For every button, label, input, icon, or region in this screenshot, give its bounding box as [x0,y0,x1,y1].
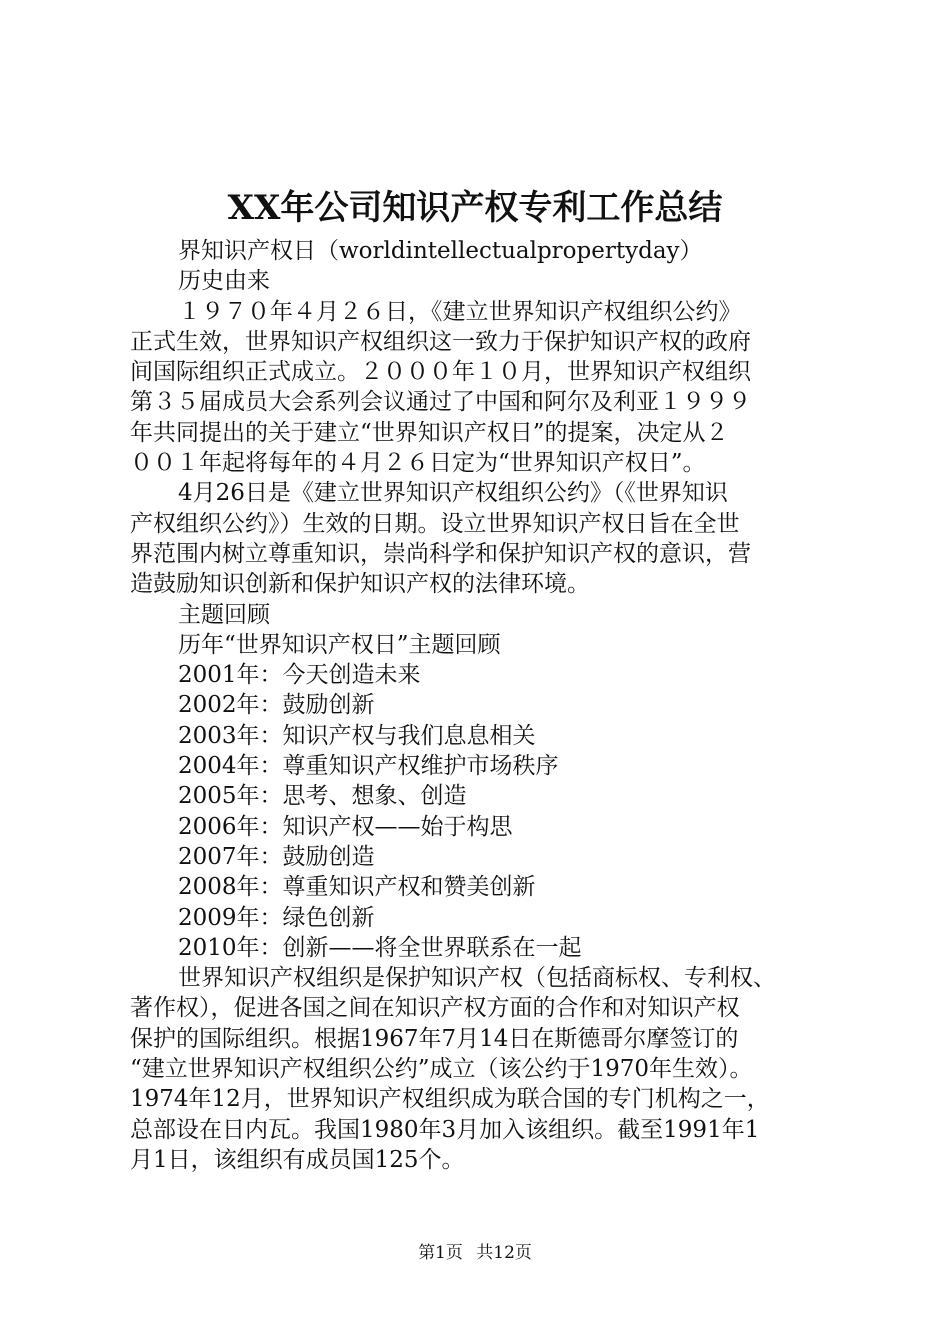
theme-list-item: 2006年：知识产权——始于构思 [178,813,513,840]
text-line: 产权组织公约》）生效的日期。设立世界知识产权日旨在全世 [130,510,740,537]
text-line: 界知识产权日（worldintellectualpropertyday） [178,238,703,264]
theme-list-item: 2004年：尊重知识产权维护市场秩序 [178,753,559,780]
text-line: 月1日，该组织有成员国125个。 [130,1146,465,1173]
theme-list-item: 2002年：鼓励创新 [178,692,375,719]
theme-list-item: 2003年：知识产权与我们息息相关 [178,722,536,749]
text-line: 4月26日是《建立世界知识产权组织公约》（《世界知识 [178,480,728,507]
theme-list-item: 2001年：今天创造未来 [178,662,421,689]
theme-list-item: 2005年：思考、想象、创造 [178,783,467,810]
text-line: 造鼓励知识创新和保护知识产权的法律环境。 [130,571,590,598]
text-line: “建立世界知识产权组织公约”成立（该公约于1970年生效）。 [130,1056,753,1083]
page-number: 第1页 [418,1243,463,1263]
text-line: 第３５届成员大会系列会议通过了中国和阿尔及利亚１９９９ [130,389,751,416]
text-line: 1974年12月，世界知识产权组织成为联合国的专门机构之一， [130,1086,770,1113]
text-line: 世界知识产权组织是保护知识产权（包括商标权、专利权、 [178,965,776,992]
text-line: 间国际组织正式成立。２０００年１０月，世界知识产权组织 [130,359,751,386]
theme-list-item: 2010年：创新——将全世界联系在一起 [178,934,582,961]
theme-list-item: 2008年：尊重知识产权和赞美创新 [178,874,536,901]
document-title: XX年公司知识产权专利工作总结 [227,188,723,228]
text-line: 著作权），促进各国之间在知识产权方面的合作和对知识产权 [130,995,740,1022]
text-line: １９７０年４月２６日，《建立世界知识产权组织公约》 [178,298,742,325]
theme-list-item: 2007年：鼓励创造 [178,843,375,870]
text-line: 总部设在日内瓦。我国1980年3月加入该组织。截至1991年1 [130,1116,760,1143]
section-heading: 历史由来 [178,268,270,295]
text-line: 历年“世界知识产权日”主题回顾 [178,631,501,658]
document-body [130,236,836,1175]
page-footer [0,1241,950,1265]
text-line: 保护的国际组织。根据1967年7月14日在斯德哥尔摩签订的 [130,1025,739,1052]
text-line: ００１年起将每年的４月２６日定为“世界知识产权日”。 [130,450,706,477]
section-heading: 主题回顾 [178,601,270,628]
theme-list-item: 2009年：绿色创新 [178,904,375,931]
text-line: 正式生效，世界知识产权组织这一致力于保护知识产权的政府 [130,328,751,355]
text-line: 界范围内树立尊重知识，崇尚科学和保护知识产权的意识，营 [130,540,751,567]
page-total: 共12页 [476,1243,532,1263]
text-line: 年共同提出的关于建立“世界知识产权日”的提案，决定从２ [130,419,729,446]
